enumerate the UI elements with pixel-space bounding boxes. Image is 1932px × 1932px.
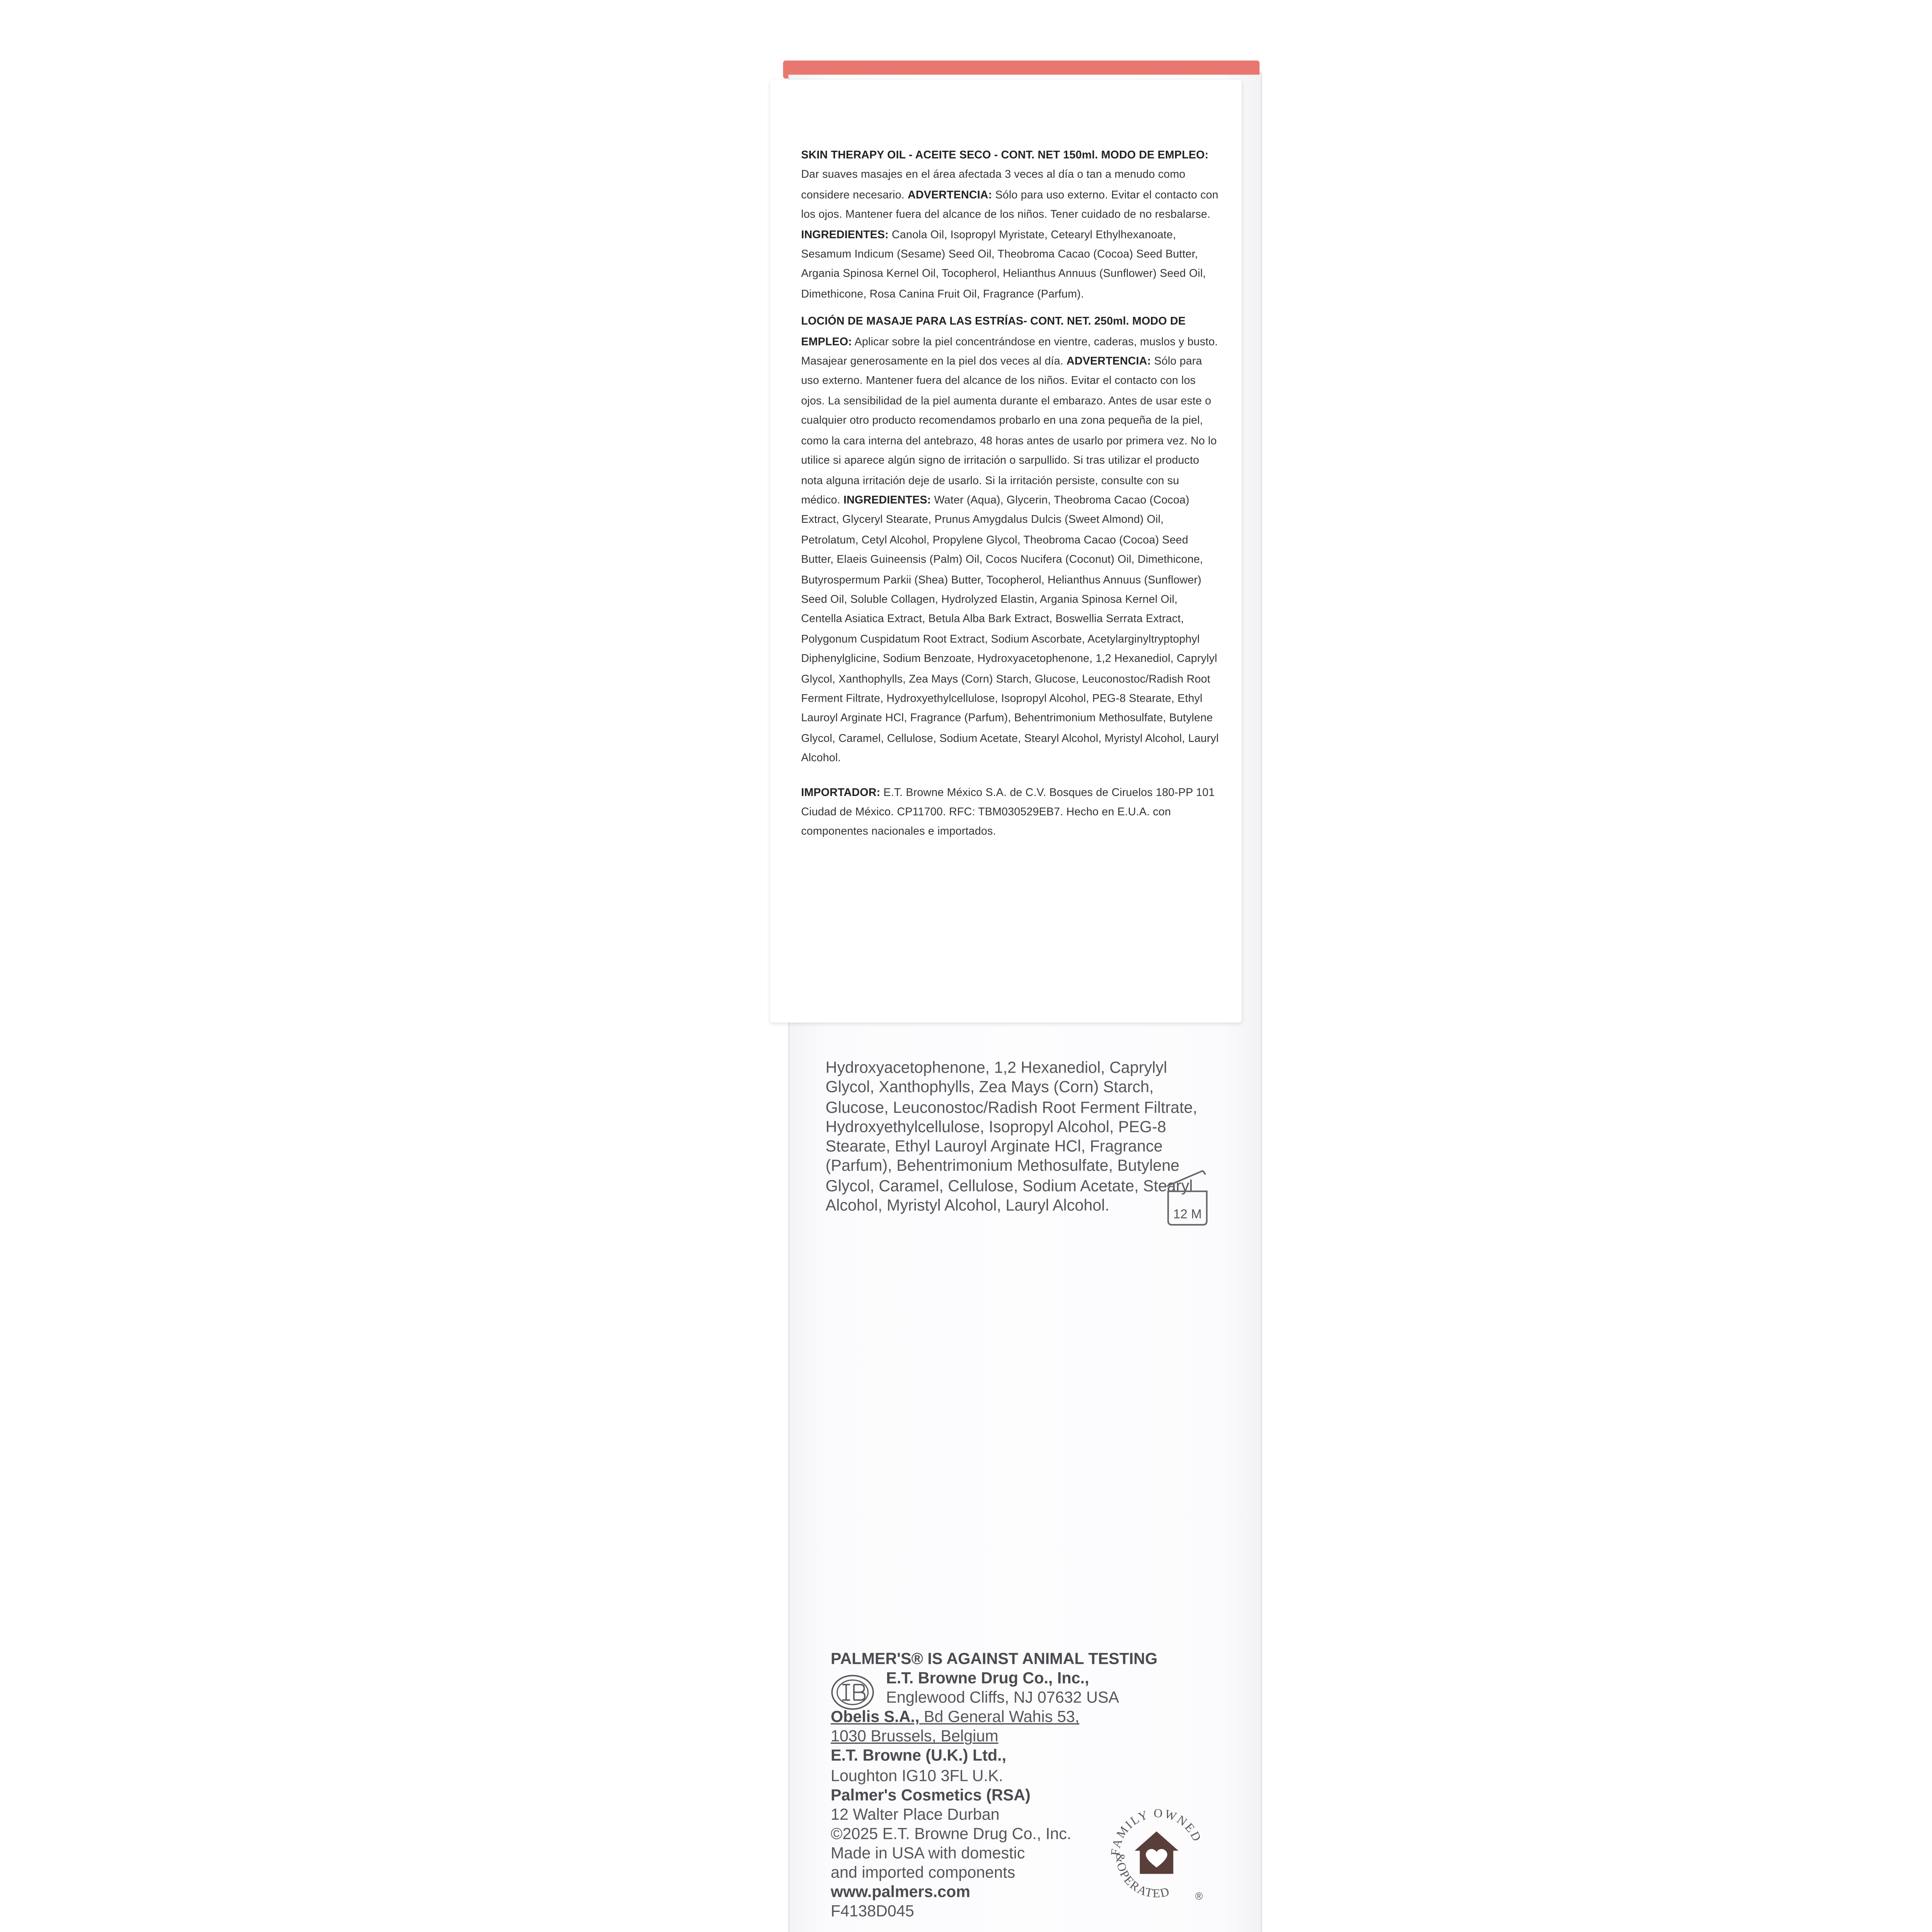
website: www.palmers.com bbox=[830, 1883, 970, 1901]
manufacturer-name: E.T. Browne Drug Co., Inc., bbox=[886, 1669, 1089, 1687]
sticker-bold-heading: LOCIÓN DE MASAJE PARA LAS ESTRÍAS- CONT. NET. 250ml. MODO DE EMPLEO: bbox=[801, 315, 1186, 347]
eu-rep-address-1: Bd General Wahis 53, bbox=[923, 1708, 1080, 1726]
seal-registered-mark: ® bbox=[1195, 1890, 1203, 1902]
sticker-bold-heading: ADVERTENCIA: bbox=[1066, 354, 1151, 367]
sticker-bold-heading: INGREDIENTES: bbox=[801, 227, 889, 241]
sticker-body-text: Canola Oil, Isopropyl Myristate, Cetearyl Ethylhexanoate, Sesamum Indicum (Sesame) Seed Oil, Theobroma Cacao (Cocoa) Seed Butter, Argania Spinosa Kernel Oil, Tocopherol, Helianthus Annuus (Sunflower) Seed Oil, Dimethicone, Rosa Canina Fruit Oil, Fragrance (Parfum). bbox=[801, 227, 1206, 300]
seal-top-text: FAMILY OWNED bbox=[1108, 1806, 1204, 1856]
sticker-body-text: Dar suaves masajes en el área afectada 3 veces al día o tan a menudo como considere necesario. bbox=[801, 168, 1185, 201]
animal-testing-statement: PALMER'S® IS AGAINST ANIMAL TESTING bbox=[830, 1650, 1158, 1668]
family-owned-house-heart-icon bbox=[1101, 1797, 1212, 1908]
manufacturer-address: Englewood Cliffs, NJ 07632 USA bbox=[886, 1689, 1119, 1707]
sticker-body-text: Sólo para uso externo. Mantener fuera del alcance de los niños. Evitar el contacto con los ojos. La sensibilidad de la piel aumenta durante el embarazo. Antes de usar este o cualquier otro producto recomendamos probarlo en una zona pequeña de la piel, como la cara interna del antebrazo, 48 horas antes de usarlo por primera vez. No lo utilice si aparece algún signo de irritación o sarpullido. Si tras utilizar el producto nota alguna irritación deje de usarlo. Si la irritación persiste, consulte con su médico. bbox=[801, 354, 1217, 506]
box-ingredients-text: Hydroxyacetophenone, 1,2 Hexanediol, Caprylyl Glycol, Xanthophylls, Zea Mays (Corn) Starch, Glucose, Leuconostoc/Radish Root Ferment Filtrate, Hydroxyethylcellulose, Isopropyl Alcohol, PEG-8 Stearate, Ethyl Lauroyl Arginate HCl, Fragrance (Parfum), Behentrimonium Methosulfate, Butylene Glycol, Caramel, Cellulose, Sodium Acetate, Stearyl Alcohol, Myristyl Alcohol, Lauryl Alcohol. bbox=[825, 1058, 1197, 1215]
made-in-line-1: Made in USA with domestic bbox=[830, 1844, 1025, 1862]
product-code: F4138D045 bbox=[830, 1902, 914, 1921]
sticker-bold-heading: IMPORTADOR: bbox=[801, 785, 881, 798]
eu-rep-name: Obelis S.A., bbox=[830, 1708, 920, 1726]
sticker-paragraph-importer bbox=[801, 782, 1221, 842]
rsa-distributor-address: 12 Walter Place Durban bbox=[830, 1805, 1000, 1823]
sticker-bold-heading: INGREDIENTES: bbox=[843, 493, 931, 506]
made-in-line-2: and imported components bbox=[830, 1864, 1015, 1882]
pao-label: 12 M bbox=[1173, 1207, 1202, 1222]
sticker-body-text: E.T. Browne México S.A. de C.V. Bosques de Ciruelos 180-PP 101 Ciudad de México. CP11700. RFC: TBM030529EB7. Hecho en E.U.A. con componentes nacionales e importados. bbox=[801, 785, 1215, 838]
sticker-bold-heading: ADVERTENCIA: bbox=[908, 188, 992, 201]
sticker-paragraph-lotion bbox=[801, 312, 1221, 768]
pao-jar-icon bbox=[1162, 1165, 1213, 1227]
eu-rep-address-2: 1030 Brussels, Belgium bbox=[830, 1727, 998, 1746]
sticker-body-text: Aplicar sobre la piel concentrándose en vientre, caderas, muslos y busto. Masajear generosamente en la piel dos veces al día. bbox=[801, 334, 1218, 367]
sticker-paragraph-oil bbox=[801, 146, 1221, 304]
uk-distributor-address: Loughton IG10 3FL U.K. bbox=[830, 1766, 1003, 1785]
copyright: ©2025 E.T. Browne Drug Co., Inc. bbox=[830, 1825, 1071, 1843]
uk-distributor-name: E.T. Browne (U.K.) Ltd., bbox=[830, 1747, 1007, 1765]
sticker-body-text: Water (Aqua), Glycerin, Theobroma Cacao (Cocoa) Extract, Glyceryl Stearate, Prunus Amygdalus Dulcis (Sweet Almond) Oil, Petrolatum, Cetyl Alcohol, Propylene Glycol, Theobroma Cacao (Cocoa) Seed Butter, Elaeis Guineensis (Palm) Oil, Cocos Nucifera (Coconut) Oil, Dimethicone, Butyrospermum Parkii (Shea) Butter, Tocopherol, Helianthus Annuus (Sunflower) Seed Oil, Soluble Collagen, Hydrolyzed Elastin, Argania Spinosa Kernel Oil, Centella Asiatica Extract, Betula Alba Bark Extract, Boswellia Serrata Extract, Polygonum Cuspidatum Root Extract, Sodium Ascorbate, Acetylarginyltryptophyl Diphenylglicine, Sodium Benzoate, Hydroxyacetophenone, 1,2 Hexanediol, Caprylyl Glycol, Xanthophylls, Zea Mays (Corn) Starch, Glucose, Leuconostoc/Radish Root Ferment Filtrate, Hydroxyethylcellulose, Isopropyl Alcohol, PEG-8 Stearate, Ethyl Lauroyl Arginate HCl, Fragrance (Parfum), Behentrimonium Methosulfate, Butylene Glycol, Caramel, Cellulose, Sodium Acetate, Stearyl Alcohol, Myristyl Alcohol, Lauryl Alcohol. bbox=[801, 493, 1219, 764]
sticker-bold-heading: SKIN THERAPY OIL - ACEITE SECO - CONT. NET 150ml. MODO DE EMPLEO: bbox=[801, 148, 1209, 161]
sticker-text bbox=[801, 146, 1221, 850]
sticker-body-text: Sólo para uso externo. Evitar el contacto con los ojos. Mantener fuera del alcance de los niños. Tener cuidado de no resbalarse. bbox=[801, 188, 1219, 221]
rsa-distributor-name: Palmer's Cosmetics (RSA) bbox=[830, 1786, 1031, 1804]
seal-bottom-text: &OPERATED bbox=[1113, 1853, 1172, 1900]
